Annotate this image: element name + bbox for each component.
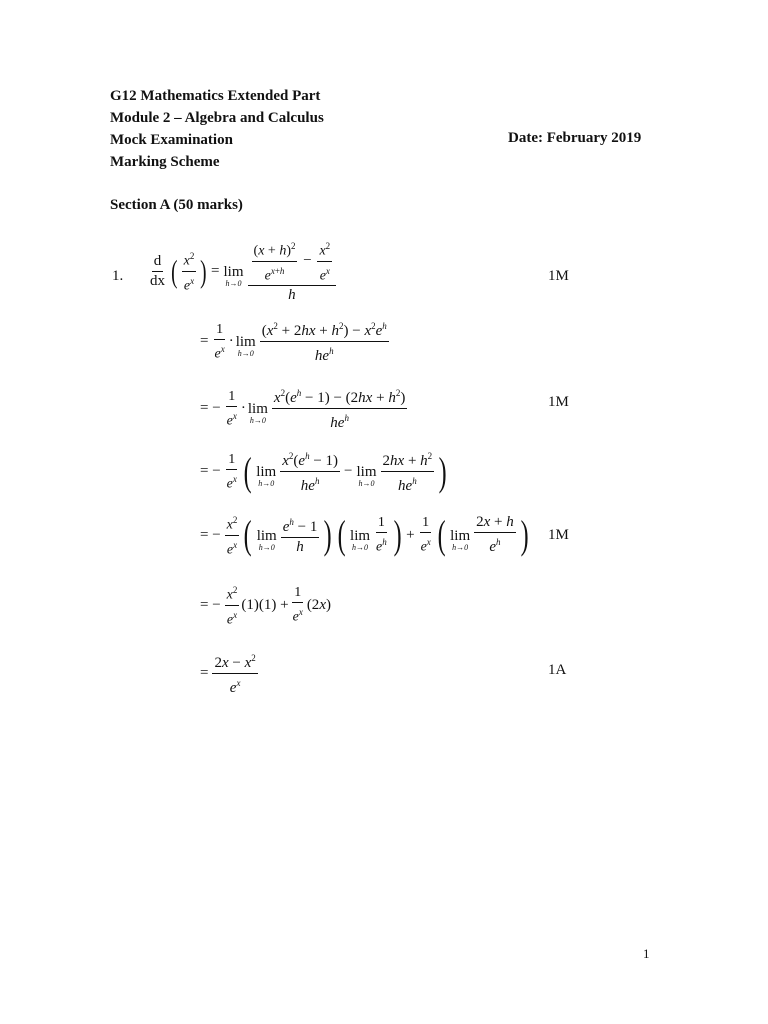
mark-step-3: 1M <box>548 394 569 410</box>
equation-step-5: = − $\frac{x^2}{e^x}$ ( lim h→0 $\frac{e^h - 1}{h}$ ) ( lim h→0 $\frac{1}{e^h}$ ) + $\frac{1}{e^x}$ ( lim h→0 $\frac{2x + h}{e^h}$ ) <box>200 512 529 558</box>
mark-step-7: 1A <box>548 662 567 678</box>
equation-step-7: = $\frac{2x - x^2}{e^x}$ <box>198 650 260 697</box>
equation-step-6: = − $\frac{x^2}{e^x}$ (1)(1) + $\frac{1}{e^x}$ (2x) <box>198 582 331 628</box>
mark-step-5: 1M <box>548 527 569 543</box>
module-title: Module 2 – Algebra and Calculus <box>110 110 324 126</box>
question-number: 1. <box>112 268 124 284</box>
section-title: Section A (50 marks) <box>110 197 243 213</box>
page-number: 1 <box>643 946 650 961</box>
equation-step-1: $\frac{d}{dx}$ ( $\frac{x^2}{e^x}$ ) = lim h→0 $\frac{(x + h)^2}{e^{x+h}}$ − $\frac{x^2}{e^x}$ h <box>146 238 338 304</box>
exam-title: Mock Examination <box>110 132 233 148</box>
mark-step-1: 1M <box>548 268 569 284</box>
equation-step-2: = $\frac{1}{e^x}$ · lim h→0 $\frac{(x^2 + 2hx + h^2) - x^2e^h}{he^h}$ <box>198 318 391 365</box>
equation-step-4: = − $\frac{1}{e^x}$ ( lim h→0 $\frac{x^2(e^h - 1)}{he^h}$ − lim h→0 $\frac{2hx + h^2}{he^h}$ ) <box>200 448 447 494</box>
course-title: G12 Mathematics Extended Part <box>110 88 321 104</box>
marking-scheme-title: Marking Scheme <box>110 154 220 170</box>
equation-step-3: = − $\frac{1}{e^x}$ · lim h→0 $\frac{x^2(e^h - 1) - (2hx + h^2)}{he^h}$ <box>198 385 409 432</box>
exam-date: Date: February 2019 <box>508 130 642 146</box>
